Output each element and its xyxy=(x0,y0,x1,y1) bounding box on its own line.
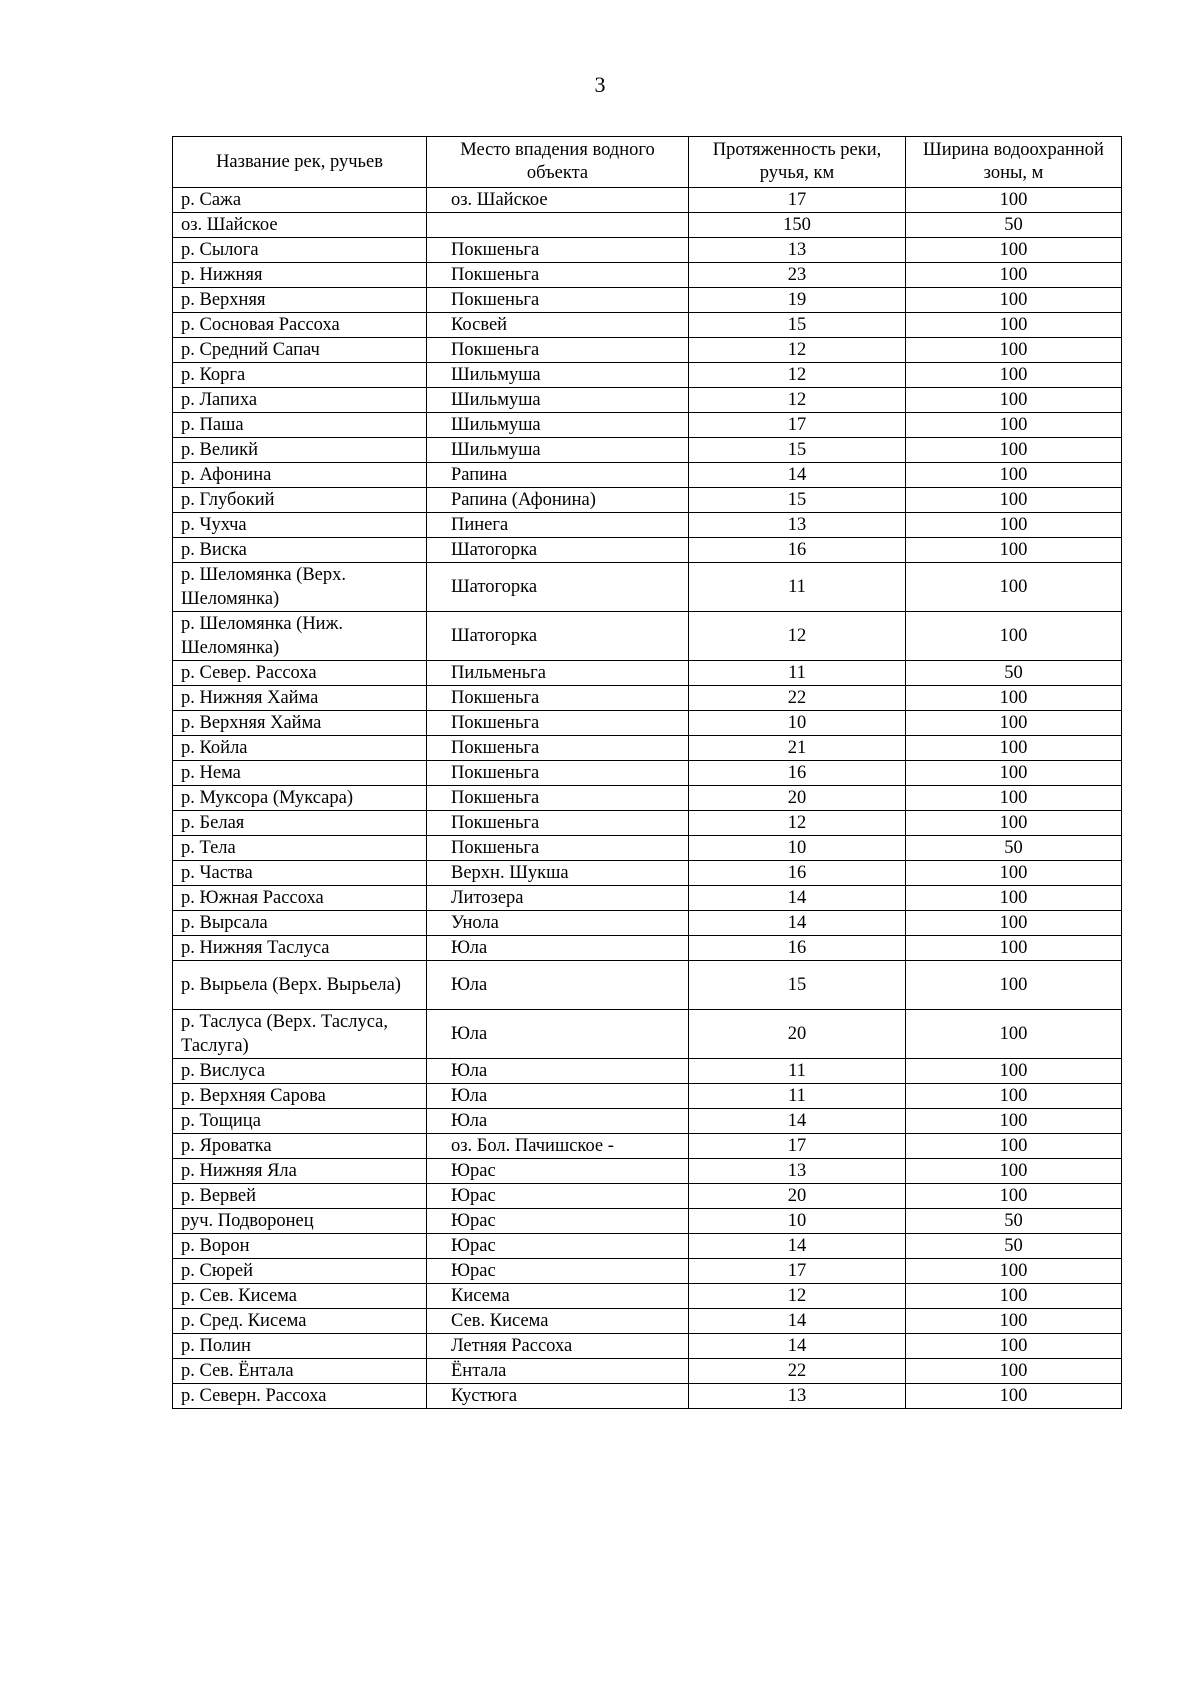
cell-mouth-location: Покшеньга xyxy=(427,263,689,288)
cell-zone-width: 100 xyxy=(906,1134,1122,1159)
cell-zone-width: 100 xyxy=(906,363,1122,388)
header-length: Протяженность реки, ручья, км xyxy=(689,137,906,188)
cell-length: 16 xyxy=(689,538,906,563)
cell-length: 150 xyxy=(689,213,906,238)
cell-river-name: р. Тела xyxy=(173,836,427,861)
cell-mouth-location: Шатогорка xyxy=(427,612,689,661)
cell-river-name: р. Северн. Рассоха xyxy=(173,1384,427,1409)
cell-mouth-location: Юрас xyxy=(427,1234,689,1259)
cell-mouth-location: Юла xyxy=(427,961,689,1010)
cell-mouth-location xyxy=(427,213,689,238)
cell-length: 11 xyxy=(689,563,906,612)
table-row xyxy=(173,1284,1122,1309)
cell-length: 20 xyxy=(689,1184,906,1209)
table-row xyxy=(173,1109,1122,1134)
cell-mouth-location: Унола xyxy=(427,911,689,936)
cell-mouth-location: Шильмуша xyxy=(427,438,689,463)
cell-length: 17 xyxy=(689,1259,906,1284)
header-river-name: Название рек, ручьев xyxy=(173,137,427,188)
cell-zone-width: 100 xyxy=(906,538,1122,563)
cell-mouth-location: Покшеньга xyxy=(427,811,689,836)
cell-mouth-location: Кисема xyxy=(427,1284,689,1309)
table-row xyxy=(173,686,1122,711)
cell-zone-width: 100 xyxy=(906,1259,1122,1284)
cell-zone-width: 100 xyxy=(906,563,1122,612)
cell-zone-width: 50 xyxy=(906,213,1122,238)
table-row xyxy=(173,188,1122,213)
cell-length: 16 xyxy=(689,936,906,961)
cell-mouth-location: Юла xyxy=(427,1109,689,1134)
table-row xyxy=(173,1309,1122,1334)
cell-length: 12 xyxy=(689,388,906,413)
cell-river-name: р. Сюрей xyxy=(173,1259,427,1284)
cell-mouth-location: Покшеньга xyxy=(427,338,689,363)
table-row xyxy=(173,213,1122,238)
cell-mouth-location: Покшеньга xyxy=(427,761,689,786)
cell-river-name: р. Муксора (Муксара) xyxy=(173,786,427,811)
cell-mouth-location: Литозера xyxy=(427,886,689,911)
cell-zone-width: 100 xyxy=(906,736,1122,761)
cell-zone-width: 100 xyxy=(906,811,1122,836)
table-row xyxy=(173,661,1122,686)
table-row xyxy=(173,338,1122,363)
cell-zone-width: 100 xyxy=(906,886,1122,911)
table-row xyxy=(173,761,1122,786)
table-row xyxy=(173,313,1122,338)
cell-length: 13 xyxy=(689,1159,906,1184)
cell-length: 17 xyxy=(689,413,906,438)
table-row xyxy=(173,413,1122,438)
cell-river-name: р. Шеломянка (Ниж. Шеломянка) xyxy=(173,612,427,661)
table-row xyxy=(173,961,1122,1010)
cell-zone-width: 100 xyxy=(906,961,1122,1010)
cell-zone-width: 100 xyxy=(906,711,1122,736)
cell-zone-width: 100 xyxy=(906,1109,1122,1134)
cell-length: 11 xyxy=(689,1084,906,1109)
cell-zone-width: 100 xyxy=(906,786,1122,811)
table-row xyxy=(173,238,1122,263)
cell-zone-width: 50 xyxy=(906,1209,1122,1234)
table-header xyxy=(173,137,1122,188)
cell-zone-width: 100 xyxy=(906,238,1122,263)
page-number: 3 xyxy=(594,72,606,97)
cell-length: 14 xyxy=(689,886,906,911)
cell-zone-width: 100 xyxy=(906,1010,1122,1059)
cell-mouth-location: Юрас xyxy=(427,1209,689,1234)
cell-length: 16 xyxy=(689,761,906,786)
cell-zone-width: 100 xyxy=(906,1084,1122,1109)
cell-zone-width: 100 xyxy=(906,761,1122,786)
cell-length: 21 xyxy=(689,736,906,761)
table-row xyxy=(173,1010,1122,1059)
table-row xyxy=(173,538,1122,563)
cell-length: 10 xyxy=(689,1209,906,1234)
cell-river-name: р. Паша xyxy=(173,413,427,438)
cell-zone-width: 100 xyxy=(906,388,1122,413)
cell-length: 10 xyxy=(689,836,906,861)
cell-mouth-location: Покшеньга xyxy=(427,786,689,811)
cell-river-name: р. Верхняя xyxy=(173,288,427,313)
cell-mouth-location: Кустюга xyxy=(427,1384,689,1409)
header-zone-width: Ширина водоохранной зоны, м xyxy=(906,137,1122,188)
cell-zone-width: 100 xyxy=(906,1159,1122,1184)
cell-river-name: р. Вислуса xyxy=(173,1059,427,1084)
table-row xyxy=(173,1184,1122,1209)
cell-river-name: р. Тощица xyxy=(173,1109,427,1134)
table-row xyxy=(173,1384,1122,1409)
table-row xyxy=(173,463,1122,488)
cell-zone-width: 100 xyxy=(906,911,1122,936)
cell-length: 14 xyxy=(689,463,906,488)
cell-river-name: р. Чухча xyxy=(173,513,427,538)
table-row xyxy=(173,911,1122,936)
cell-river-name: р. Нема xyxy=(173,761,427,786)
cell-river-name: р. Нижняя Хайма xyxy=(173,686,427,711)
cell-zone-width: 50 xyxy=(906,1234,1122,1259)
table-body xyxy=(173,188,1122,1409)
cell-zone-width: 100 xyxy=(906,263,1122,288)
table-row xyxy=(173,936,1122,961)
table-row xyxy=(173,1234,1122,1259)
cell-zone-width: 100 xyxy=(906,488,1122,513)
cell-river-name: р. Ворон xyxy=(173,1234,427,1259)
cell-length: 10 xyxy=(689,711,906,736)
table-row xyxy=(173,861,1122,886)
header-row xyxy=(173,137,1122,188)
cell-zone-width: 100 xyxy=(906,686,1122,711)
cell-zone-width: 100 xyxy=(906,1184,1122,1209)
cell-mouth-location: Косвей xyxy=(427,313,689,338)
table-row xyxy=(173,513,1122,538)
cell-mouth-location: Рапина xyxy=(427,463,689,488)
table-row xyxy=(173,886,1122,911)
cell-river-name: р. Север. Рассоха xyxy=(173,661,427,686)
cell-length: 14 xyxy=(689,1234,906,1259)
cell-river-name: р. Сред. Кисема xyxy=(173,1309,427,1334)
cell-mouth-location: Покшеньга xyxy=(427,288,689,313)
cell-length: 12 xyxy=(689,612,906,661)
table-row xyxy=(173,736,1122,761)
cell-length: 12 xyxy=(689,363,906,388)
cell-mouth-location: Покшеньга xyxy=(427,836,689,861)
table-row xyxy=(173,263,1122,288)
cell-zone-width: 100 xyxy=(906,936,1122,961)
cell-mouth-location: Пильменьга xyxy=(427,661,689,686)
cell-length: 15 xyxy=(689,488,906,513)
table-row xyxy=(173,786,1122,811)
cell-zone-width: 100 xyxy=(906,463,1122,488)
cell-mouth-location: Шильмуша xyxy=(427,388,689,413)
cell-river-name: оз. Шайское xyxy=(173,213,427,238)
table-row xyxy=(173,363,1122,388)
cell-zone-width: 100 xyxy=(906,338,1122,363)
cell-river-name: р. Средний Сапач xyxy=(173,338,427,363)
cell-length: 22 xyxy=(689,686,906,711)
table-row xyxy=(173,1359,1122,1384)
cell-mouth-location: Шильмуша xyxy=(427,363,689,388)
cell-length: 12 xyxy=(689,338,906,363)
cell-zone-width: 50 xyxy=(906,836,1122,861)
cell-river-name: р. Частва xyxy=(173,861,427,886)
cell-length: 12 xyxy=(689,1284,906,1309)
cell-length: 17 xyxy=(689,1134,906,1159)
cell-length: 15 xyxy=(689,961,906,1010)
cell-length: 12 xyxy=(689,811,906,836)
cell-mouth-location: Юрас xyxy=(427,1159,689,1184)
cell-river-name: р. Верхняя Сарова xyxy=(173,1084,427,1109)
cell-length: 20 xyxy=(689,1010,906,1059)
rivers-table xyxy=(172,136,1122,1409)
cell-mouth-location: Шильмуша xyxy=(427,413,689,438)
cell-zone-width: 100 xyxy=(906,438,1122,463)
cell-mouth-location: Юла xyxy=(427,1010,689,1059)
cell-mouth-location: оз. Шайское xyxy=(427,188,689,213)
table-row xyxy=(173,1209,1122,1234)
cell-length: 14 xyxy=(689,911,906,936)
cell-river-name: р. Белая xyxy=(173,811,427,836)
table-row xyxy=(173,438,1122,463)
cell-river-name: р. Вервей xyxy=(173,1184,427,1209)
cell-mouth-location: Юрас xyxy=(427,1259,689,1284)
table-row xyxy=(173,563,1122,612)
cell-length: 16 xyxy=(689,861,906,886)
cell-river-name: р. Сев. Кисема xyxy=(173,1284,427,1309)
cell-river-name: р. Великй xyxy=(173,438,427,463)
table-row xyxy=(173,1084,1122,1109)
cell-length: 23 xyxy=(689,263,906,288)
table-row xyxy=(173,1159,1122,1184)
cell-length: 14 xyxy=(689,1334,906,1359)
cell-river-name: руч. Подворонец xyxy=(173,1209,427,1234)
cell-length: 20 xyxy=(689,786,906,811)
cell-mouth-location: Верхн. Шукша xyxy=(427,861,689,886)
cell-length: 15 xyxy=(689,313,906,338)
cell-river-name: р. Вырсала xyxy=(173,911,427,936)
cell-river-name: р. Нижняя Яла xyxy=(173,1159,427,1184)
cell-zone-width: 100 xyxy=(906,513,1122,538)
cell-length: 13 xyxy=(689,1384,906,1409)
cell-mouth-location: Шатогорка xyxy=(427,563,689,612)
cell-zone-width: 100 xyxy=(906,1059,1122,1084)
cell-mouth-location: Юла xyxy=(427,936,689,961)
table-row xyxy=(173,388,1122,413)
cell-river-name: р. Виска xyxy=(173,538,427,563)
cell-length: 11 xyxy=(689,661,906,686)
cell-length: 13 xyxy=(689,513,906,538)
cell-river-name: р. Южная Рассоха xyxy=(173,886,427,911)
cell-river-name: р. Верхняя Хайма xyxy=(173,711,427,736)
cell-river-name: р. Корга xyxy=(173,363,427,388)
cell-river-name: р. Лапиха xyxy=(173,388,427,413)
cell-mouth-location: Юла xyxy=(427,1084,689,1109)
cell-mouth-location: оз. Бол. Пачишское - xyxy=(427,1134,689,1159)
table-row xyxy=(173,1059,1122,1084)
cell-zone-width: 100 xyxy=(906,188,1122,213)
cell-mouth-location: Пинега xyxy=(427,513,689,538)
cell-mouth-location: Ёнтала xyxy=(427,1359,689,1384)
cell-length: 17 xyxy=(689,188,906,213)
cell-zone-width: 100 xyxy=(906,413,1122,438)
cell-zone-width: 100 xyxy=(906,861,1122,886)
cell-river-name: р. Сосновая Рассоха xyxy=(173,313,427,338)
table-row xyxy=(173,612,1122,661)
cell-mouth-location: Покшеньга xyxy=(427,238,689,263)
cell-zone-width: 100 xyxy=(906,1384,1122,1409)
cell-mouth-location: Юла xyxy=(427,1059,689,1084)
table-row xyxy=(173,488,1122,513)
cell-river-name: р. Нижняя xyxy=(173,263,427,288)
cell-river-name: р. Сев. Ёнтала xyxy=(173,1359,427,1384)
cell-length: 15 xyxy=(689,438,906,463)
cell-mouth-location: Юрас xyxy=(427,1184,689,1209)
table-row xyxy=(173,711,1122,736)
cell-river-name: р. Шеломянка (Верх. Шеломянка) xyxy=(173,563,427,612)
cell-river-name: р. Сажа xyxy=(173,188,427,213)
cell-mouth-location: Летняя Рассоха xyxy=(427,1334,689,1359)
cell-mouth-location: Сев. Кисема xyxy=(427,1309,689,1334)
table-row xyxy=(173,1259,1122,1284)
cell-length: 14 xyxy=(689,1309,906,1334)
cell-river-name: р. Койла xyxy=(173,736,427,761)
cell-mouth-location: Шатогорка xyxy=(427,538,689,563)
cell-mouth-location: Рапина (Афонина) xyxy=(427,488,689,513)
table-row xyxy=(173,811,1122,836)
cell-length: 13 xyxy=(689,238,906,263)
header-mouth-location: Место впадения водного объекта xyxy=(427,137,689,188)
cell-zone-width: 100 xyxy=(906,1334,1122,1359)
table-row xyxy=(173,288,1122,313)
cell-mouth-location: Покшеньга xyxy=(427,686,689,711)
cell-river-name: р. Глубокий xyxy=(173,488,427,513)
cell-zone-width: 100 xyxy=(906,1359,1122,1384)
cell-mouth-location: Покшеньга xyxy=(427,736,689,761)
cell-length: 11 xyxy=(689,1059,906,1084)
cell-river-name: р. Таслуса (Верх. Таслуса, Таслуга) xyxy=(173,1010,427,1059)
cell-zone-width: 100 xyxy=(906,1309,1122,1334)
cell-zone-width: 100 xyxy=(906,612,1122,661)
cell-zone-width: 100 xyxy=(906,313,1122,338)
table-row xyxy=(173,1334,1122,1359)
cell-length: 22 xyxy=(689,1359,906,1384)
cell-river-name: р. Вырьела (Верх. Вырьела) xyxy=(173,961,427,1010)
cell-length: 14 xyxy=(689,1109,906,1134)
table-row xyxy=(173,1134,1122,1159)
cell-zone-width: 100 xyxy=(906,1284,1122,1309)
cell-zone-width: 100 xyxy=(906,288,1122,313)
cell-river-name: р. Полин xyxy=(173,1334,427,1359)
cell-mouth-location: Покшеньга xyxy=(427,711,689,736)
cell-river-name: р. Нижняя Таслуса xyxy=(173,936,427,961)
cell-length: 19 xyxy=(689,288,906,313)
cell-river-name: р. Афонина xyxy=(173,463,427,488)
cell-river-name: р. Яроватка xyxy=(173,1134,427,1159)
table-row xyxy=(173,836,1122,861)
cell-river-name: р. Сылога xyxy=(173,238,427,263)
cell-zone-width: 50 xyxy=(906,661,1122,686)
